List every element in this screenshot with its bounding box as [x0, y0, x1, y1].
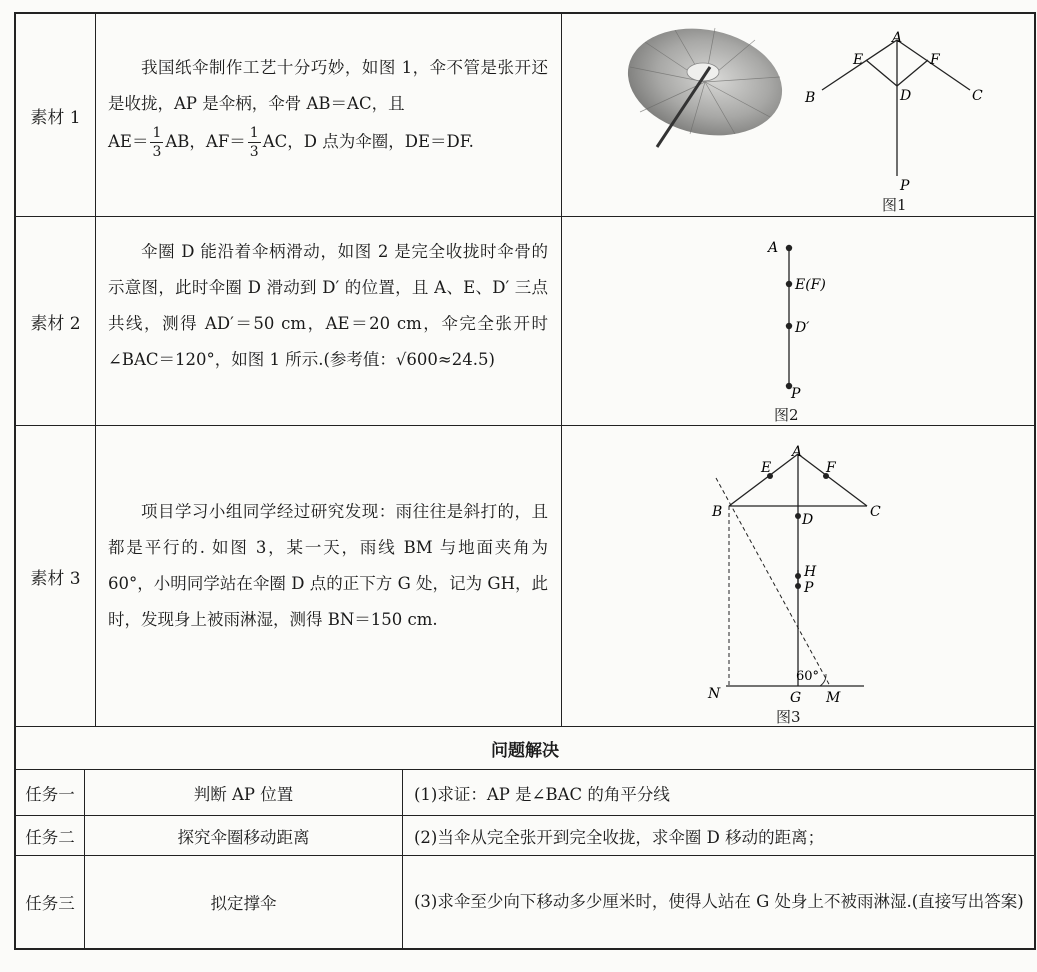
fig2-label-P: P: [791, 386, 801, 400]
fig1-label-D: D: [900, 88, 912, 104]
task-2-title: 探究伞圈移动距离: [177, 827, 310, 847]
fig1-label-A: A: [892, 30, 903, 46]
fig3-label-H: H: [804, 564, 817, 580]
umbrella-photo: [615, 22, 785, 152]
task-1-title: 判断 AP 位置: [193, 784, 294, 804]
figure-1-caption: 图1: [882, 196, 907, 214]
material-1-label: 素材 1: [30, 107, 81, 128]
border-top: [14, 12, 1036, 14]
col-divider-1: [95, 12, 96, 726]
task-3-content: (3)求伞至少向下移动多少厘米时，使得人站在 G 处身上不被雨淋湿.(直接写出答案): [414, 892, 1024, 911]
fig1-label-C: C: [972, 88, 983, 104]
task-3-title: 拟定撑伞: [210, 894, 277, 913]
col-divider-2: [561, 12, 562, 726]
fig3-label-A: A: [792, 444, 803, 460]
fig2-label-EF: E(F): [795, 277, 826, 293]
material-1-text-b2: AB，AF＝: [165, 132, 246, 151]
fig3-label-F: F: [826, 460, 836, 476]
fig3-label-E: E: [761, 460, 772, 476]
fig3-label-C: C: [870, 504, 881, 520]
material-2-text: [108, 234, 548, 378]
fraction-denominator: 3: [249, 144, 259, 160]
figure-3-caption: 图3: [776, 708, 801, 726]
material-1-text-b1: AE＝: [108, 132, 149, 151]
material-2-label: 素材 2: [30, 313, 81, 334]
task-1-name: 任务一: [25, 784, 75, 804]
fraction-denominator: 3: [152, 144, 162, 160]
figure-3: [700, 440, 890, 710]
fig1-label-E: E: [853, 52, 864, 68]
fig3-label-B: B: [712, 504, 723, 520]
material-2-paragraph: 伞圈 D 能沿着伞柄滑动，如图 2 是完全收拢时伞骨的示意图，此时伞圈 D 滑动到 D′ 的位置，且 A、E、D′ 三点共线，测得 AD′＝50 cm，AE＝20 cm，伞完全张开时∠BAC＝120°，如图 1 所示.(参考值：√600≈24.5): [108, 242, 548, 369]
task-2-content: (2)当伞从完全张开到完全收拢，求伞圈 D 移动的距离；: [414, 827, 825, 847]
material-1-text-b: [108, 124, 548, 160]
material-1-text-a: 我国纸伞制作工艺十分巧妙，如图 1，伞不管是张开还是收拢，AP 是伞柄，伞骨 AB＝AC，且: [108, 58, 548, 113]
task-2-name: 任务二: [25, 827, 75, 847]
material-3-text: [108, 494, 548, 638]
material-3-paragraph: 项目学习小组同学经过研究发现：雨往往是斜打的，且都是平行的. 如图 3，某一天，雨线 BM 与地面夹角为 60°，小明同学站在伞圈 D 点的正下方 G 处，记为 GH，此时，发现身上被雨淋湿，测得 BN＝150 cm.: [108, 502, 548, 629]
task-1-content: (1)求证：AP 是∠BAC 的角平分线: [414, 784, 670, 804]
figure-2: [760, 232, 850, 400]
fig2-label-Dprime: D′: [795, 320, 810, 336]
fig2-label-A: A: [768, 240, 779, 256]
figure-2-caption: 图2: [774, 406, 799, 424]
fraction-numerator: 1: [249, 125, 259, 141]
fig3-label-G: G: [790, 690, 802, 706]
fraction-one-third-a: [150, 126, 163, 159]
task-col-divider-2: [402, 769, 403, 950]
fig3-angle-label: 60°: [796, 669, 820, 684]
fig1-label-B: B: [805, 90, 816, 106]
material-1-text: [108, 50, 548, 160]
material-1-text-b3: AC，D 点为伞圈，DE＝DF.: [262, 132, 474, 151]
figure-1: [800, 28, 1000, 198]
row-divider-1: [14, 216, 1036, 217]
row-divider-2: [14, 425, 1036, 426]
fig3-label-M: M: [826, 690, 841, 706]
fig3-label-D: D: [802, 512, 814, 528]
fig1-label-P: P: [900, 178, 910, 194]
fig3-label-P: P: [804, 580, 814, 596]
border-right: [1034, 12, 1036, 950]
fraction-numerator: 1: [152, 125, 162, 141]
fig3-label-N: N: [708, 686, 721, 702]
fraction-one-third-b: [248, 126, 261, 159]
problem-header: 问题解决: [491, 740, 559, 761]
border-bottom: [14, 948, 1036, 950]
task-3-name: 任务三: [25, 894, 75, 913]
fig1-label-F: F: [930, 52, 940, 68]
material-3-label: 素材 3: [30, 568, 81, 589]
